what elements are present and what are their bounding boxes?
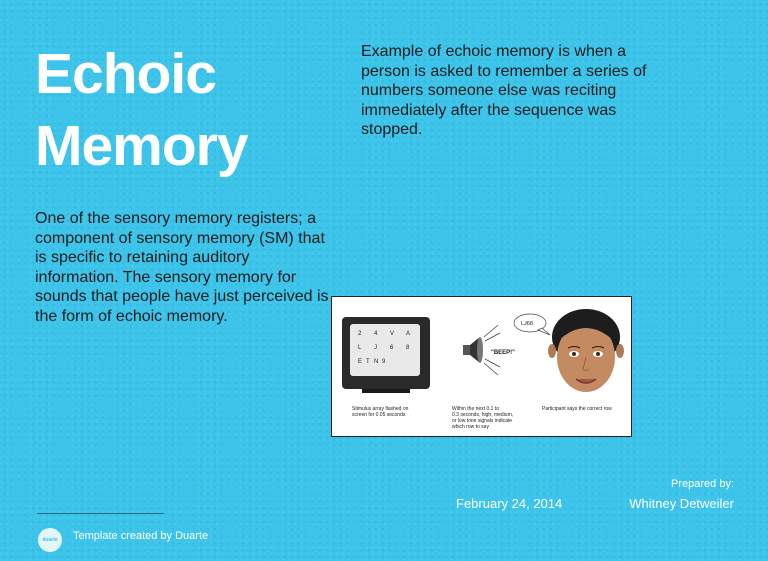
prepared-by-label: Prepared by: (671, 478, 734, 490)
example-text: Example of echoic memory is when a person is asked to remember a series of numbers someone else was reciting immediately after the sequence was stopped. (361, 43, 647, 138)
caption-tone-line: Within the next 0.1 to (452, 406, 499, 412)
caption-tone-line: 0.3 seconds, high, medium, (452, 412, 514, 418)
beep-label: "BEEP!" (491, 350, 516, 356)
speech-bubble-text: LJ68 (521, 321, 533, 327)
caption-stimulus-line: screen for 0.05 seconds (352, 412, 406, 418)
screen-char: N (374, 359, 379, 365)
presenter-name: Whitney Detweiler (629, 496, 734, 511)
screen-char: L (358, 345, 362, 351)
echoic-memory-figure (331, 296, 632, 437)
caption-participant: Participant says the correct row (542, 406, 612, 412)
title-line-1: Echoic (35, 42, 216, 106)
caption-tone-line: or low tone signals indicate (452, 418, 513, 424)
screen-char: 2 (358, 331, 362, 337)
participant-face-icon (548, 309, 624, 392)
figure-illustration (332, 297, 631, 436)
speaker-icon (463, 337, 483, 363)
duarte-logo-text: duarte (42, 537, 58, 543)
screen-char: J (374, 345, 377, 351)
duarte-logo (38, 528, 62, 552)
presentation-date: February 24, 2014 (456, 496, 563, 511)
screen-char: A (406, 331, 411, 337)
caption-stimulus-line: Stimulus array flashed on (352, 406, 409, 412)
screen-char: 8 (406, 345, 410, 351)
slide-title (35, 38, 248, 182)
footer-divider (37, 513, 164, 514)
tv-monitor-icon (342, 317, 430, 393)
screen-char: 6 (390, 345, 394, 351)
caption-tone-line: which row to say (452, 424, 489, 430)
screen-char: 9 (382, 359, 386, 365)
template-credit: Template created by Duarte (73, 530, 209, 542)
screen-char: T (366, 359, 370, 365)
definition-text: One of the sensory memory registers; a component of sensory memory (SM) that is specific to retaining auditory information. The sensory memory for sounds that people have just perceived is the form of echoic memory. (35, 210, 329, 325)
screen-char: 4 (374, 331, 378, 337)
screen-char: V (390, 331, 395, 337)
screen-char: E (358, 359, 363, 365)
title-line-2: Memory (35, 114, 248, 178)
